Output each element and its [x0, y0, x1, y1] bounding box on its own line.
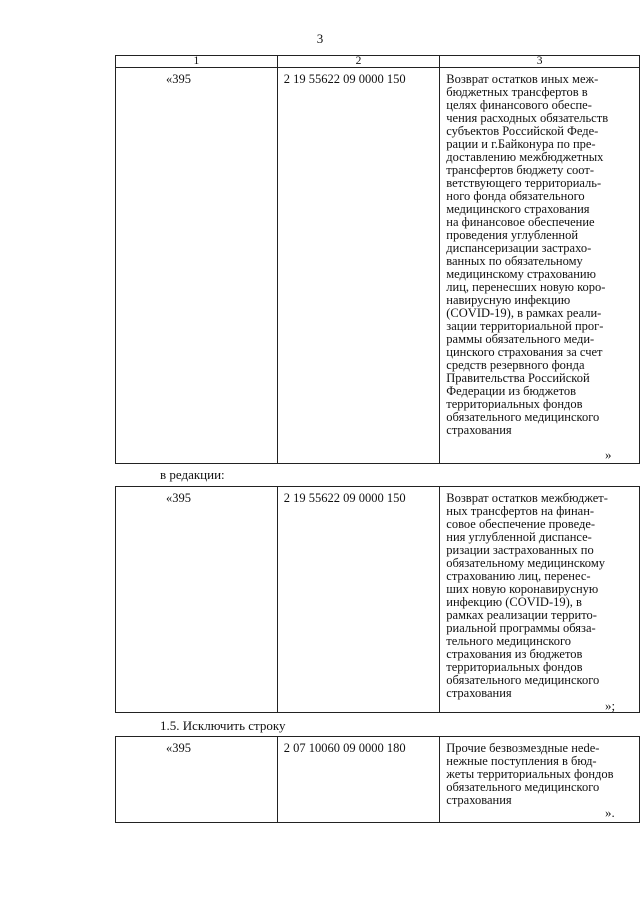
paragraph-in-edition: в редакции: [160, 467, 225, 482]
row-code: «395 [116, 487, 278, 713]
row-description: Прочие безвозмездные нede- нежные поступления в бюд- жеты территориальных фондов обязательного медицинского страхования [440, 737, 640, 823]
column-header-1: 1 [116, 56, 278, 68]
page-number: 3 [316, 31, 324, 46]
column-header-2: 2 [277, 56, 440, 68]
row-code: «395 [116, 68, 278, 464]
row-code: «395 [116, 737, 278, 823]
table-excluded-row [115, 736, 640, 823]
row-kbk: 2 19 55622 09 0000 150 [277, 487, 440, 713]
table-row [116, 737, 640, 823]
table-original-row [115, 55, 640, 464]
row-kbk: 2 19 55622 09 0000 150 [277, 68, 440, 464]
row-kbk: 2 07 10060 09 0000 180 [277, 737, 440, 823]
row-description: Возврат остатков межбюджет- ных трансфертов на финан- совое обеспечение проведе- ния углубленной диспансе- ризации застрахованных по обязательному медицинскому страхованию лиц, перенес- ших новую коронавирусную инфекцию (COVID-19), в рамках реализации террито- риальной программы обяза- тельного медицинского страхования из бюджетов территориальных фондов обязательного медицинского страхования [440, 487, 640, 713]
paragraph-exclude-row: 1.5. Исключить строку [160, 718, 286, 733]
closing-quote: ». [605, 805, 615, 820]
table-row [116, 487, 640, 713]
table-header-row [116, 56, 640, 68]
column-header-3: 3 [440, 56, 640, 68]
table-row [116, 68, 640, 464]
row-description: Возврат остатков иных меж- бюджетных трансфертов в целях финансового обеспе- чения расходных обязательств субъектов Российской Феде- рации и г.Байконура по пре- доставлению межбюджетных трансфертов бюджету соот- ветствующего территориаль- ного фонда обязательного медицинского страхования на финансовое обеспечение проведения углубленной диспансеризации застрахо- ванных по обязательному медицинскому страхованию лиц, перенесших новую коро- навирусную инфекцию (COVID-19), в рамках реали- зации территориальной прог- раммы обязательного меди- цинского страхования за счет средств резервного фонда Правительства Российской Федерации из бюджетов территориальных фондов обязательного медицинского страхования [440, 68, 640, 464]
closing-quote: »; [605, 698, 616, 713]
closing-quote: » [605, 447, 612, 462]
table-new-row [115, 486, 640, 713]
